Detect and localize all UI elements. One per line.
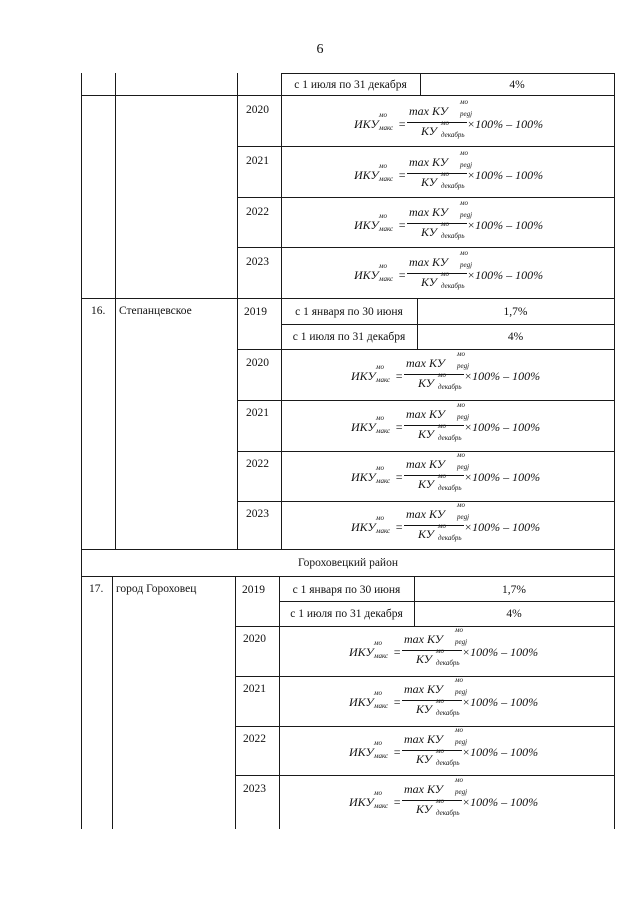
formula: ИКУ мо макс = max КУ мо pegj КУ мо декабрь ×100% – 100% xyxy=(349,726,539,767)
rule xyxy=(235,626,614,627)
rule xyxy=(279,601,614,602)
rate-value: 4% xyxy=(507,331,524,343)
year-label: 2023 xyxy=(243,783,266,795)
rule xyxy=(614,298,615,549)
period-label: с 1 июля по 31 декабря xyxy=(294,79,407,91)
rule xyxy=(237,73,238,298)
formula: ИКУ мо макс = max КУ мо pegj КУ мо декабрь ×100% – 100% xyxy=(349,676,539,717)
year-label: 2022 xyxy=(246,206,269,218)
formula: ИКУ мо макс = max КУ мо pegj КУ мо декабрь ×100% – 100% xyxy=(349,626,539,667)
rate-value: 1,7% xyxy=(502,584,526,596)
rule xyxy=(237,451,614,452)
entry-number: 17. xyxy=(89,583,104,595)
year-label: 2020 xyxy=(246,357,269,369)
rate-value: 1,7% xyxy=(503,306,528,318)
rule xyxy=(281,73,282,298)
entry-name: Степанцевское xyxy=(119,305,192,317)
rule xyxy=(235,726,614,727)
year-label: 2021 xyxy=(246,407,269,419)
year-label: 2022 xyxy=(243,733,266,745)
formula: ИКУ мо макс = max КУ мо pegj КУ мо декабрь ×100% – 100% xyxy=(354,98,544,139)
entry-number: 16. xyxy=(91,305,106,317)
rule xyxy=(115,298,116,549)
rule xyxy=(237,298,238,549)
formula: ИКУ мо макс = max КУ мо pegj КУ мо декабрь ×100% – 100% xyxy=(354,249,544,290)
formula: ИКУ мо макс = max КУ мо pegj КУ мо декабрь ×100% – 100% xyxy=(351,501,541,542)
formula: ИКУ мо макс = max КУ мо pegj КУ мо декабрь ×100% – 100% xyxy=(351,350,541,391)
period-label: с 1 января по 30 июня xyxy=(292,584,401,596)
year-label: 2021 xyxy=(246,155,269,167)
rule xyxy=(115,73,116,298)
rule xyxy=(237,501,614,502)
rule xyxy=(81,95,614,96)
year-label: 2023 xyxy=(246,508,269,520)
district-header: Гороховецкий район xyxy=(298,557,398,569)
page-number: 6 xyxy=(316,42,324,57)
rule xyxy=(281,324,614,325)
rule xyxy=(235,676,614,677)
rule xyxy=(81,576,82,829)
rule xyxy=(614,576,615,829)
rule xyxy=(237,349,614,350)
year-label: 2022 xyxy=(246,458,269,470)
rate-value: 4% xyxy=(506,608,522,620)
year-label: 2019 xyxy=(242,584,265,596)
year-label: 2021 xyxy=(243,683,266,695)
formula: ИКУ мо макс = max КУ мо pegj КУ мо декабрь ×100% – 100% xyxy=(351,401,541,442)
formula: ИКУ мо макс = max КУ мо pegj КУ мо декабрь ×100% – 100% xyxy=(354,199,544,240)
rule xyxy=(112,576,113,829)
formula: ИКУ мо макс = max КУ мо pegj КУ мо декабрь ×100% – 100% xyxy=(349,776,539,817)
year-label: 2020 xyxy=(243,633,266,645)
year-label: 2023 xyxy=(246,256,269,268)
rule xyxy=(417,298,418,349)
formula: ИКУ мо макс = max КУ мо pegj КУ мо декабрь ×100% – 100% xyxy=(354,149,544,190)
rule xyxy=(81,576,614,577)
rule xyxy=(281,73,614,74)
formula: ИКУ мо макс = max КУ мо pegj КУ мо декабрь ×100% – 100% xyxy=(351,451,541,492)
rule xyxy=(81,73,82,298)
period-label: с 1 июля по 31 декабря xyxy=(292,331,406,343)
rule xyxy=(279,576,280,829)
rule xyxy=(614,549,615,576)
entry-name: город Гороховец xyxy=(116,583,197,595)
rule xyxy=(235,576,236,829)
period-label: с 1 июля по 31 декабря xyxy=(290,608,403,620)
rule xyxy=(420,73,421,95)
rule xyxy=(237,400,614,401)
rate-value: 4% xyxy=(509,79,525,91)
year-label: 2019 xyxy=(244,306,267,318)
period-label: с 1 января по 30 июня xyxy=(295,306,403,318)
year-label: 2020 xyxy=(246,104,269,116)
rule xyxy=(281,298,282,549)
rule xyxy=(414,576,415,626)
rule xyxy=(81,298,82,549)
rule xyxy=(614,73,615,298)
